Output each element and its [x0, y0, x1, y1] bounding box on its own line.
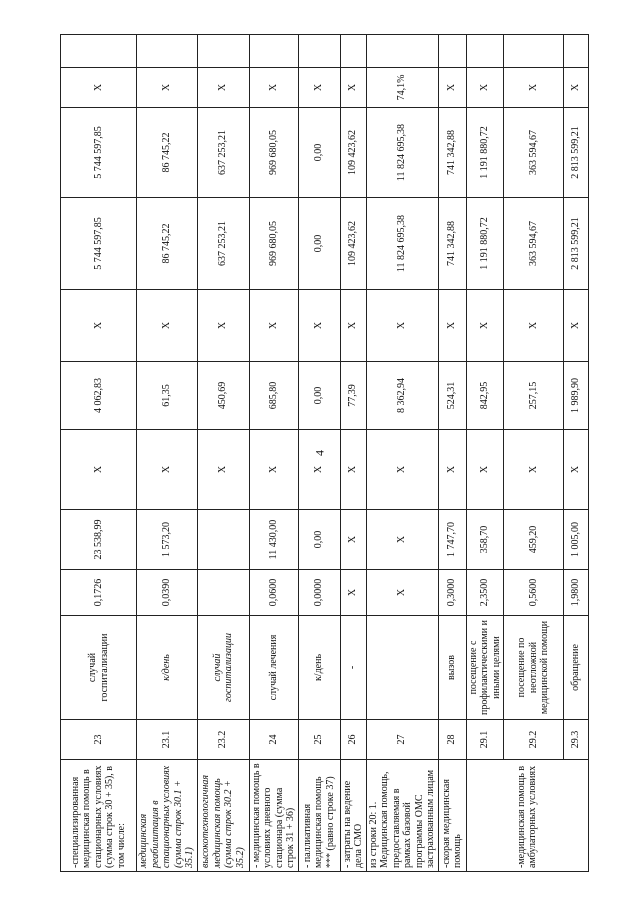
row-cost: X	[340, 509, 366, 569]
row-per-budget: X	[60, 429, 136, 509]
row-sum-oms: 11 824 695,38	[366, 197, 438, 289]
table-row	[563, 34, 588, 871]
row-blank	[466, 34, 504, 67]
row-sum-budget: X	[298, 289, 340, 361]
row-name: высокотехнологичная медицинская помощь (сумма строк 30.2 + 35.2)	[197, 759, 249, 871]
row-total: 2 813 599,21	[563, 107, 588, 197]
row-code: 23.2	[197, 719, 249, 759]
row-volume: 2,3500	[466, 569, 504, 615]
row-per-oms: 1 989,90	[563, 361, 588, 429]
row-pct: X	[136, 67, 197, 107]
row-total: 5 744 597,85	[60, 107, 136, 197]
row-total: 86 745,22	[136, 107, 197, 197]
row-sum-oms: 969 680,05	[249, 197, 298, 289]
row-volume: X	[366, 569, 438, 615]
page-number: 4	[312, 450, 327, 456]
row-name: медицинская реабилитация в стационарных условиях (сумма строк 30.1 + 35.1)	[136, 759, 197, 871]
row-total: 11 824 695,38	[366, 107, 438, 197]
row-blank	[503, 34, 563, 67]
row-unit: обращение	[563, 615, 588, 719]
row-per-budget: X	[438, 429, 466, 509]
row-sum-budget: X	[366, 289, 438, 361]
row-volume: X	[340, 569, 366, 615]
row-code: 24	[249, 719, 298, 759]
row-name: - паллиативная медицинская помощь *** (равно строке 37)	[298, 759, 340, 871]
row-pct: X	[438, 67, 466, 107]
row-sum-oms: 363 594,67	[503, 197, 563, 289]
row-code: 25	[298, 719, 340, 759]
row-pct: 74,1%	[366, 67, 438, 107]
table-row	[298, 34, 340, 871]
row-per-oms: 77,39	[340, 361, 366, 429]
row-name: -скорая медицинская помощь	[438, 759, 466, 871]
table-row	[438, 34, 466, 871]
row-sum-oms: 86 745,22	[136, 197, 197, 289]
row-code: 29.3	[563, 719, 588, 759]
row-blank	[60, 34, 136, 67]
row-volume: 0,0000	[298, 569, 340, 615]
row-pct: X	[563, 67, 588, 107]
row-per-budget: X	[249, 429, 298, 509]
row-unit: случай госпитализации	[197, 615, 249, 719]
row-sum-budget: X	[563, 289, 588, 361]
row-cost: 11 430,00	[249, 509, 298, 569]
table-row	[503, 34, 563, 871]
row-per-oms: 450,69	[197, 361, 249, 429]
table-row	[60, 34, 136, 871]
row-name: -специализированная медицинская помощь в стационарных условиях (сумма строк 30 + 35), в том числе:	[60, 759, 136, 871]
row-total: 1 191 880,72	[466, 107, 504, 197]
row-cost: X	[366, 509, 438, 569]
row-pct: X	[503, 67, 563, 107]
row-blank	[438, 34, 466, 67]
row-cost	[197, 509, 249, 569]
row-cost: 358,70	[466, 509, 504, 569]
row-sum-oms: 5 744 597,85	[60, 197, 136, 289]
row-sum-budget: X	[466, 289, 504, 361]
row-per-oms: 4 062,83	[60, 361, 136, 429]
row-code: 27	[366, 719, 438, 759]
table-row	[136, 34, 197, 871]
row-total: 637 253,21	[197, 107, 249, 197]
row-code: 28	[438, 719, 466, 759]
row-code: 26	[340, 719, 366, 759]
row-volume: 0,3000	[438, 569, 466, 615]
row-per-oms: 257,15	[503, 361, 563, 429]
row-unit: посещение с профилактическими и иными целями	[466, 615, 504, 719]
row-sum-oms: 109 423,62	[340, 197, 366, 289]
row-volume	[197, 569, 249, 615]
row-per-budget: X	[136, 429, 197, 509]
row-unit: к/день	[298, 615, 340, 719]
row-per-budget: X	[298, 429, 340, 509]
row-blank	[298, 34, 340, 67]
row-name: - медицинская помощь в условиях дневного стационара (сумма строк 31 + 36)	[249, 759, 298, 871]
row-volume: 0,5600	[503, 569, 563, 615]
row-blank	[136, 34, 197, 67]
table-row	[366, 34, 438, 871]
row-unit	[366, 615, 438, 719]
row-sum-budget: X	[60, 289, 136, 361]
row-per-oms: 61,35	[136, 361, 197, 429]
row-per-oms: 842,95	[466, 361, 504, 429]
row-total: 109 423,62	[340, 107, 366, 197]
row-sum-budget: X	[197, 289, 249, 361]
row-unit: -	[340, 615, 366, 719]
row-code: 23	[60, 719, 136, 759]
table-row	[197, 34, 249, 871]
row-name: -медицинская помощь в амбулаторных условиях	[466, 759, 589, 871]
row-unit: случай госпитализации	[60, 615, 136, 719]
row-volume: 1,9800	[563, 569, 588, 615]
row-cost: 1 005,00	[563, 509, 588, 569]
row-unit: вызов	[438, 615, 466, 719]
table-row	[340, 34, 366, 871]
row-per-budget: X	[197, 429, 249, 509]
row-sum-budget: X	[340, 289, 366, 361]
row-total: 0,00	[298, 107, 340, 197]
row-total: 741 342,88	[438, 107, 466, 197]
row-cost: 1 747,70	[438, 509, 466, 569]
row-per-oms: 685,80	[249, 361, 298, 429]
row-name: - затраты на ведение дела СМО	[340, 759, 366, 871]
row-code: 23.1	[136, 719, 197, 759]
row-per-oms: 0,00	[298, 361, 340, 429]
row-pct: X	[60, 67, 136, 107]
row-unit: посещение по неотложной медицинской помощи	[503, 615, 563, 719]
row-pct: X	[466, 67, 504, 107]
row-per-oms: 8 362,94	[366, 361, 438, 429]
row-code: 29.2	[503, 719, 563, 759]
row-per-budget: X	[466, 429, 504, 509]
row-sum-oms: 637 253,21	[197, 197, 249, 289]
row-per-budget: X	[563, 429, 588, 509]
row-sum-oms: 741 342,88	[438, 197, 466, 289]
row-cost: 23 538,99	[60, 509, 136, 569]
row-total: 363 594,67	[503, 107, 563, 197]
row-code: 29.1	[466, 719, 504, 759]
table-row	[249, 34, 298, 871]
row-total: 969 680,05	[249, 107, 298, 197]
row-unit: к/день	[136, 615, 197, 719]
cost-table-container	[60, 35, 581, 872]
row-sum-budget: X	[438, 289, 466, 361]
row-sum-budget: X	[249, 289, 298, 361]
row-sum-budget: X	[503, 289, 563, 361]
row-name: из строки 20: 1. Медицинская помощь, предоставляемая в рамках базовой программы ОМС застрахованным лицам	[366, 759, 438, 871]
row-cost: 0,00	[298, 509, 340, 569]
row-sum-budget: X	[136, 289, 197, 361]
row-per-oms: 524,31	[438, 361, 466, 429]
row-blank	[563, 34, 588, 67]
row-per-budget: X	[340, 429, 366, 509]
row-cost: 459,20	[503, 509, 563, 569]
row-volume: 0,0390	[136, 569, 197, 615]
row-per-budget: X	[503, 429, 563, 509]
row-pct: X	[298, 67, 340, 107]
cost-table	[60, 34, 589, 872]
row-volume: 0,0600	[249, 569, 298, 615]
row-pct: X	[340, 67, 366, 107]
row-cost: 1 573,20	[136, 509, 197, 569]
row-volume: 0,1726	[60, 569, 136, 615]
table-row	[466, 34, 504, 871]
row-sum-oms: 2 813 599,21	[563, 197, 588, 289]
row-per-budget: X	[366, 429, 438, 509]
row-blank	[197, 34, 249, 67]
row-pct: X	[197, 67, 249, 107]
row-blank	[249, 34, 298, 67]
row-blank	[366, 34, 438, 67]
row-sum-oms: 0,00	[298, 197, 340, 289]
row-blank	[340, 34, 366, 67]
row-unit: случай лечения	[249, 615, 298, 719]
row-sum-oms: 1 191 880,72	[466, 197, 504, 289]
row-pct: X	[249, 67, 298, 107]
